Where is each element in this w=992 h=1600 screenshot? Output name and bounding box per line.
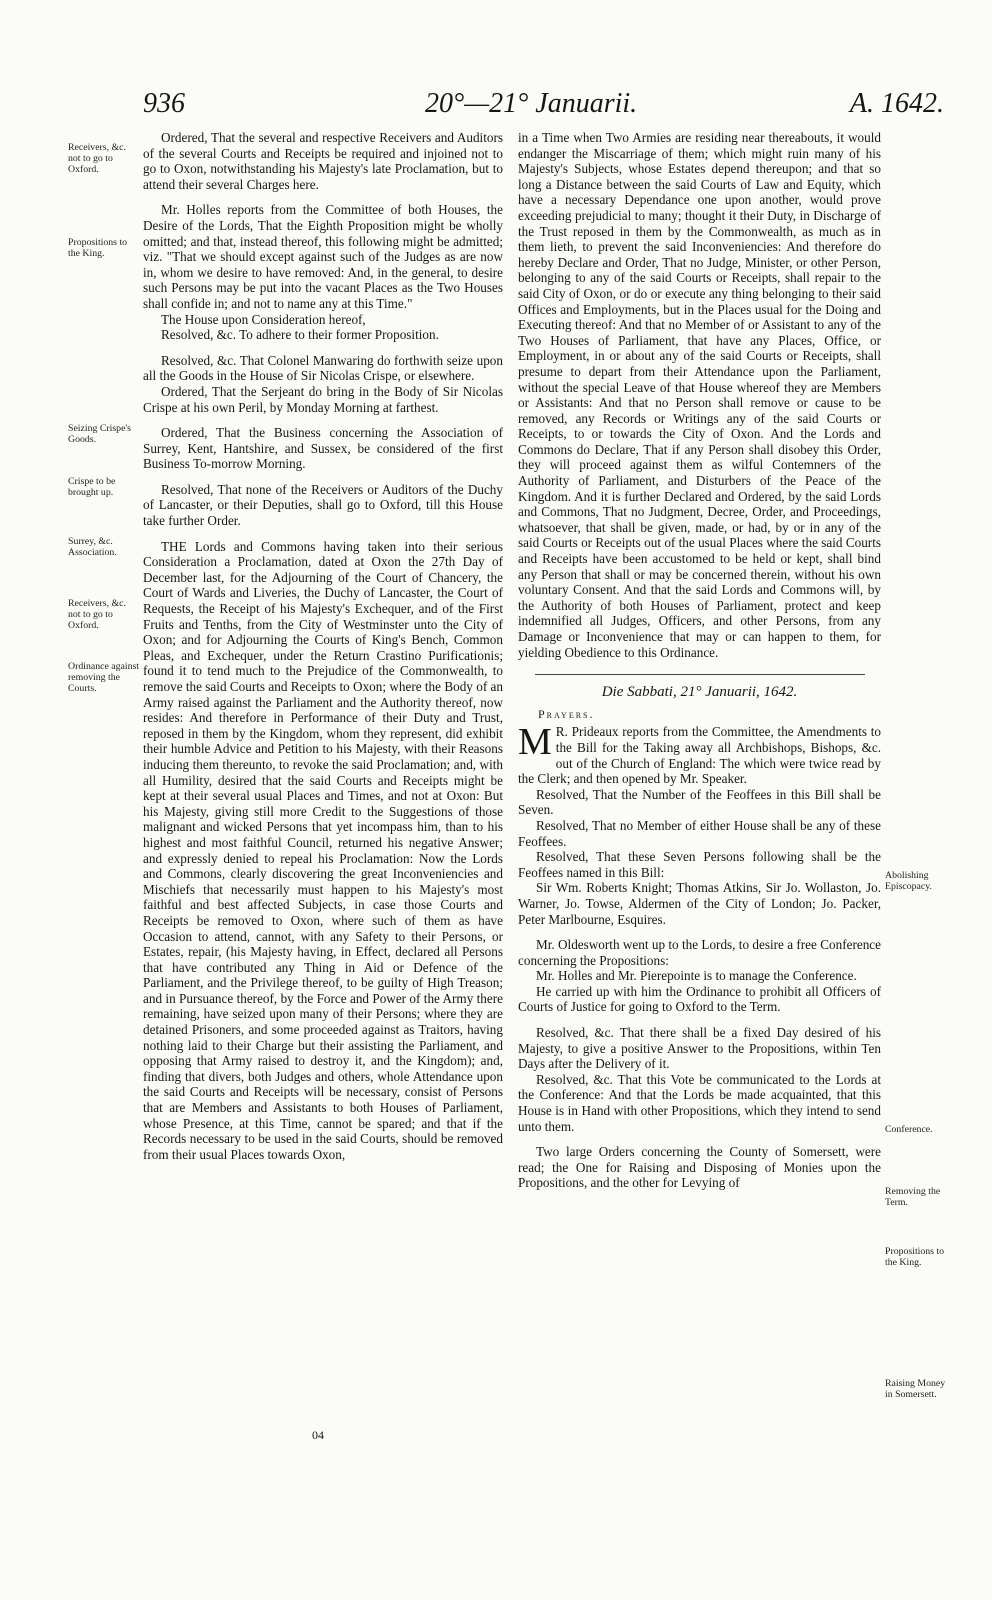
margin-note: Ordinance against removing the Courts. — [68, 661, 139, 694]
paragraph: Ordered, That the Business concerning the Association of Surrey, Kent, Hantshire, and Sussex, be considered of the first Business To-morrow Morning. — [143, 425, 503, 472]
paragraph: Mr. Holles reports from the Committee of both Houses, the Desire of the Lords, That the Eighth Proposition might be wholly omitted; and that, instead thereof, this following might be admitted; viz. "That we should except against such of the Judges as are now in, whom we desire to have removed: And, in the general, to desire such Persons may be put into the vacant Places as the Two Houses shall confide in; and not to name any at this Time." — [143, 202, 503, 311]
margin-note: Abolishing Episcopacy. — [885, 870, 932, 892]
drop-cap: M — [518, 721, 552, 764]
paragraph: Resolved, &c. That there shall be a fixed Day desired of his Majesty, to give a positive Answer to the Propositions, within Ten Days after the Delivery of it. — [518, 1025, 881, 1072]
paragraph: He carried up with him the Ordinance to prohibit all Officers of Courts of Justice for going to Oxford to the Term. — [518, 983, 881, 1015]
margin-note: Receivers, &c. not to go to Oxford. — [68, 142, 126, 175]
paragraph: R. Prideaux reports from the Committee, the Amendments to the Bill for the Taking away all Archbishops, Bishops, &c. out of the Church of England: The which were twice read by the Clerk; and then opened by Mr. Speaker. — [518, 724, 881, 787]
margin-note: Surrey, &c. Association. — [68, 536, 117, 558]
right-column — [518, 130, 881, 1191]
margin-note: Removing the Term. — [885, 1186, 941, 1208]
page-number: 936 — [143, 88, 185, 119]
paragraph: in a Time when Two Armies are residing near thereabouts, it would endanger the Miscarriage of them; which might ruin many of his Majesty's Subjects, whose Estates depend thereupon; and that so long a Distance between the said Courts of Law and Equity, which have a necessary Dependance one upon another, would prove exceeding prejudicial to many; thought it their Duty, in Discharge of the Trust reposed in them by the Commonwealth, as much as in them lieth, to prevent the said Inconveniencies: And therefore do hereby Declare and Order, That no Judge, Minister, or other Person, belonging to any of the said Courts or Receipts, shall repair to the said City of Oxon, or do or execute any thing belonging to their said Offices and Employments, but in the Places usual for the Doing and Executing thereof: And that no Member of or Assistant to any of the Two Houses of Parliament, that have any Places, Office, or Employment, in or about any of the said Courts or Receipts, shall presume to depart from their Attendance upon the Parliament, without the special Leave of that House whereof they are Members or Assistants: And that no Person shall remove or cause to be removed, any Records or Writings any of the said Courts or Receipts, to or towards the City of Oxon. And the Lords and Commons do Declare, That if any Person shall disobey this Order, they will proceed against them as wilful Contemners of the Authority of Parliament, and Disturbers of the Peace of the Kingdom. And it is further Declared and Ordered, by the said Lords and Commons, That no Judgment, Decree, Order, and Proceedings, whatsoever, that shall be given, made, or had, by or in any of the said Courts or Receipts out of the usual Places where the said Courts and Receipts have been accustomed to be held or kept, shall bind any Person that shall or may be concerned therein, without his own voluntary Consent. And that the said Lords and Commons will, by the Authority of both Houses of Parliament, protect and keep indemnified all Judges, Officers, and other Persons, from any Damage or Inconvenience that may or can happen to them, for yielding Obedience to this Ordinance. — [518, 130, 881, 660]
paragraph: Resolved, That these Seven Persons following shall be the Feoffees named in this Bill: — [518, 849, 881, 880]
section-divider — [535, 674, 865, 675]
margin-note: Raising Money in Somersett. — [885, 1378, 946, 1400]
paragraph: Mr. Holles and Mr. Pierepointe is to manage the Conference. — [536, 968, 857, 984]
paragraph: Two large Orders concerning the County of Somersett, were read; the One for Raising and Disposing of Monies upon the Propositions, and the other for Levying of — [518, 1144, 881, 1191]
paragraph: Resolved, &c. That this Vote be communicated to the Lords at the Conference: And that the Lords be made acquainted, that this House is in Hand with other Propositions, which they intend to send unto them. — [518, 1071, 881, 1134]
paragraph: Mr. Oldesworth went up to the Lords, to desire a free Conference concerning the Propositions: — [518, 937, 881, 968]
page-header — [0, 88, 992, 128]
margin-note: Propositions to the King. — [68, 237, 128, 259]
margin-note: Propositions to the King. — [885, 1246, 945, 1268]
paragraph: Ordered, That the Serjeant do bring in the Body of Sir Nicolas Crispe at his own Peril, by Monday Morning at farthest. — [143, 383, 503, 415]
margin-note: Seizing Crispe's Goods. — [68, 423, 131, 445]
margin-note: Conference. — [885, 1124, 933, 1135]
margin-note: Crispe to be brought up. — [68, 476, 116, 498]
prayers-label: Prayers. — [538, 706, 595, 721]
paragraph: The House upon Consideration hereof, — [161, 311, 366, 327]
margin-note: Receivers, &c. not to go to Oxford. — [68, 598, 126, 631]
paragraph: Resolved, That no Member of either House shall be any of these Feoffees. — [518, 817, 881, 849]
header-year: A. 1642. — [849, 88, 944, 119]
paragraph: Resolved, That the Number of the Feoffees in this Bill shall be Seven. — [518, 786, 881, 818]
paragraph: Resolved, &c. That Colonel Manwaring do forthwith seize upon all the Goods in the House of Sir Nicolas Crispe, or elsewhere. — [143, 352, 503, 384]
signature-mark: 04 — [312, 1428, 324, 1442]
paragraph: Resolved, That none of the Receivers or Auditors of the Duchy of Lancaster, or their Deputies, shall go to Oxford, till this House take further Order. — [143, 481, 503, 529]
paragraph: Sir Wm. Roberts Knight; Thomas Atkins, Sir Jo. Wollaston, Jo. Warner, Jo. Towse, Aldermen of the City of London; Jo. Packer, Peter Marlbourne, Esquires. — [518, 880, 881, 927]
header-date: 20°—21° Januarii. — [425, 88, 638, 119]
paragraph: THE Lords and Commons having taken into their serious Consideration a Proclamation, dated at Oxon the 27th Day of December last, for the Adjourning of the Court of Chancery, the Court of Wards and Liveries, the Duchy of Lancaster, the Court of Requests, the Receipt of his Majesty's Exchequer, and of the First Fruits and Tenths, from the City of Westminster unto the City of Oxon; and for Adjourning the Courts of King's Bench, Common Pleas, and Exchequer, under the Return Crastino Purificationis; found it to tend much to the Prejudice of the Commonwealth, to remove the said Courts and Receipts to Oxon; where the Body of an Army raised against the Parliament and the Authority thereof, now resides: And therefore in Performance of their Duty and Trust, reposed in them by the Kingdom, whom they represent, did exhibit their humble Advice and Petition to his Majesty, with their Reasons inducing them thereunto, to revoke the said Proclamation; and, with all Humility, desired that the said Courts and Receipts might be kept at their several usual Places and Times, and not at Oxon: But his Majesty, giving still more Credit to the Suggestions of those malignant and wicked Persons that yet incompass him, than to his highest and most faithful Council, returned his negative Answer; and expressly denied to repeal his Proclamation: Now the Lords and Commons, clearly discovering the great Inconveniencies and Mischiefs that necessarily must happen to his Majesty's most faithful and best affected Subjects, in case those Courts and Receipts be removed to Oxon, where such of them as have Occasion to attend, cannot, with any Safety to their Persons, or Estates, repair, (his Majesty having, in Effect, declared all Persons that have contributed any Thing in Aid or Defence of the Parliament, and the Privilege thereof, to be guilty of High Treason; and in Pursuance thereof, by the Force and Power of the Army there remaining, have seized upon many of their Persons; where they are detained Prisoners, and some proceeded against as Traitors, having nothing laid to their Charge but their assisting the Parliament, and opposing that Army raised to destroy it, and the Kingdom); and, finding that divers, both Judges and others, whole Attendance upon the said Courts and Receipts will be necessary, consist of Persons that are Members and Assistants to both Houses of Parliament, whose Presence, at this Time, cannot be spared; and that if the Records necessary to be used in the said Courts, should be removed from their usual Places towards Oxon, — [143, 538, 503, 1162]
left-column — [143, 130, 503, 1162]
day-heading: Die Sabbati, 21° Januarii, 1642. — [601, 684, 798, 701]
paragraph: Resolved, &c. To adhere to their former Proposition. — [161, 327, 439, 343]
paragraph: Ordered, That the several and respective Receivers and Auditors of the several Courts and Receipts be required and injoined not to go to Oxon, notwithstanding his Majesty's late Proclamation, but to attend their several Charges here. — [143, 130, 503, 192]
